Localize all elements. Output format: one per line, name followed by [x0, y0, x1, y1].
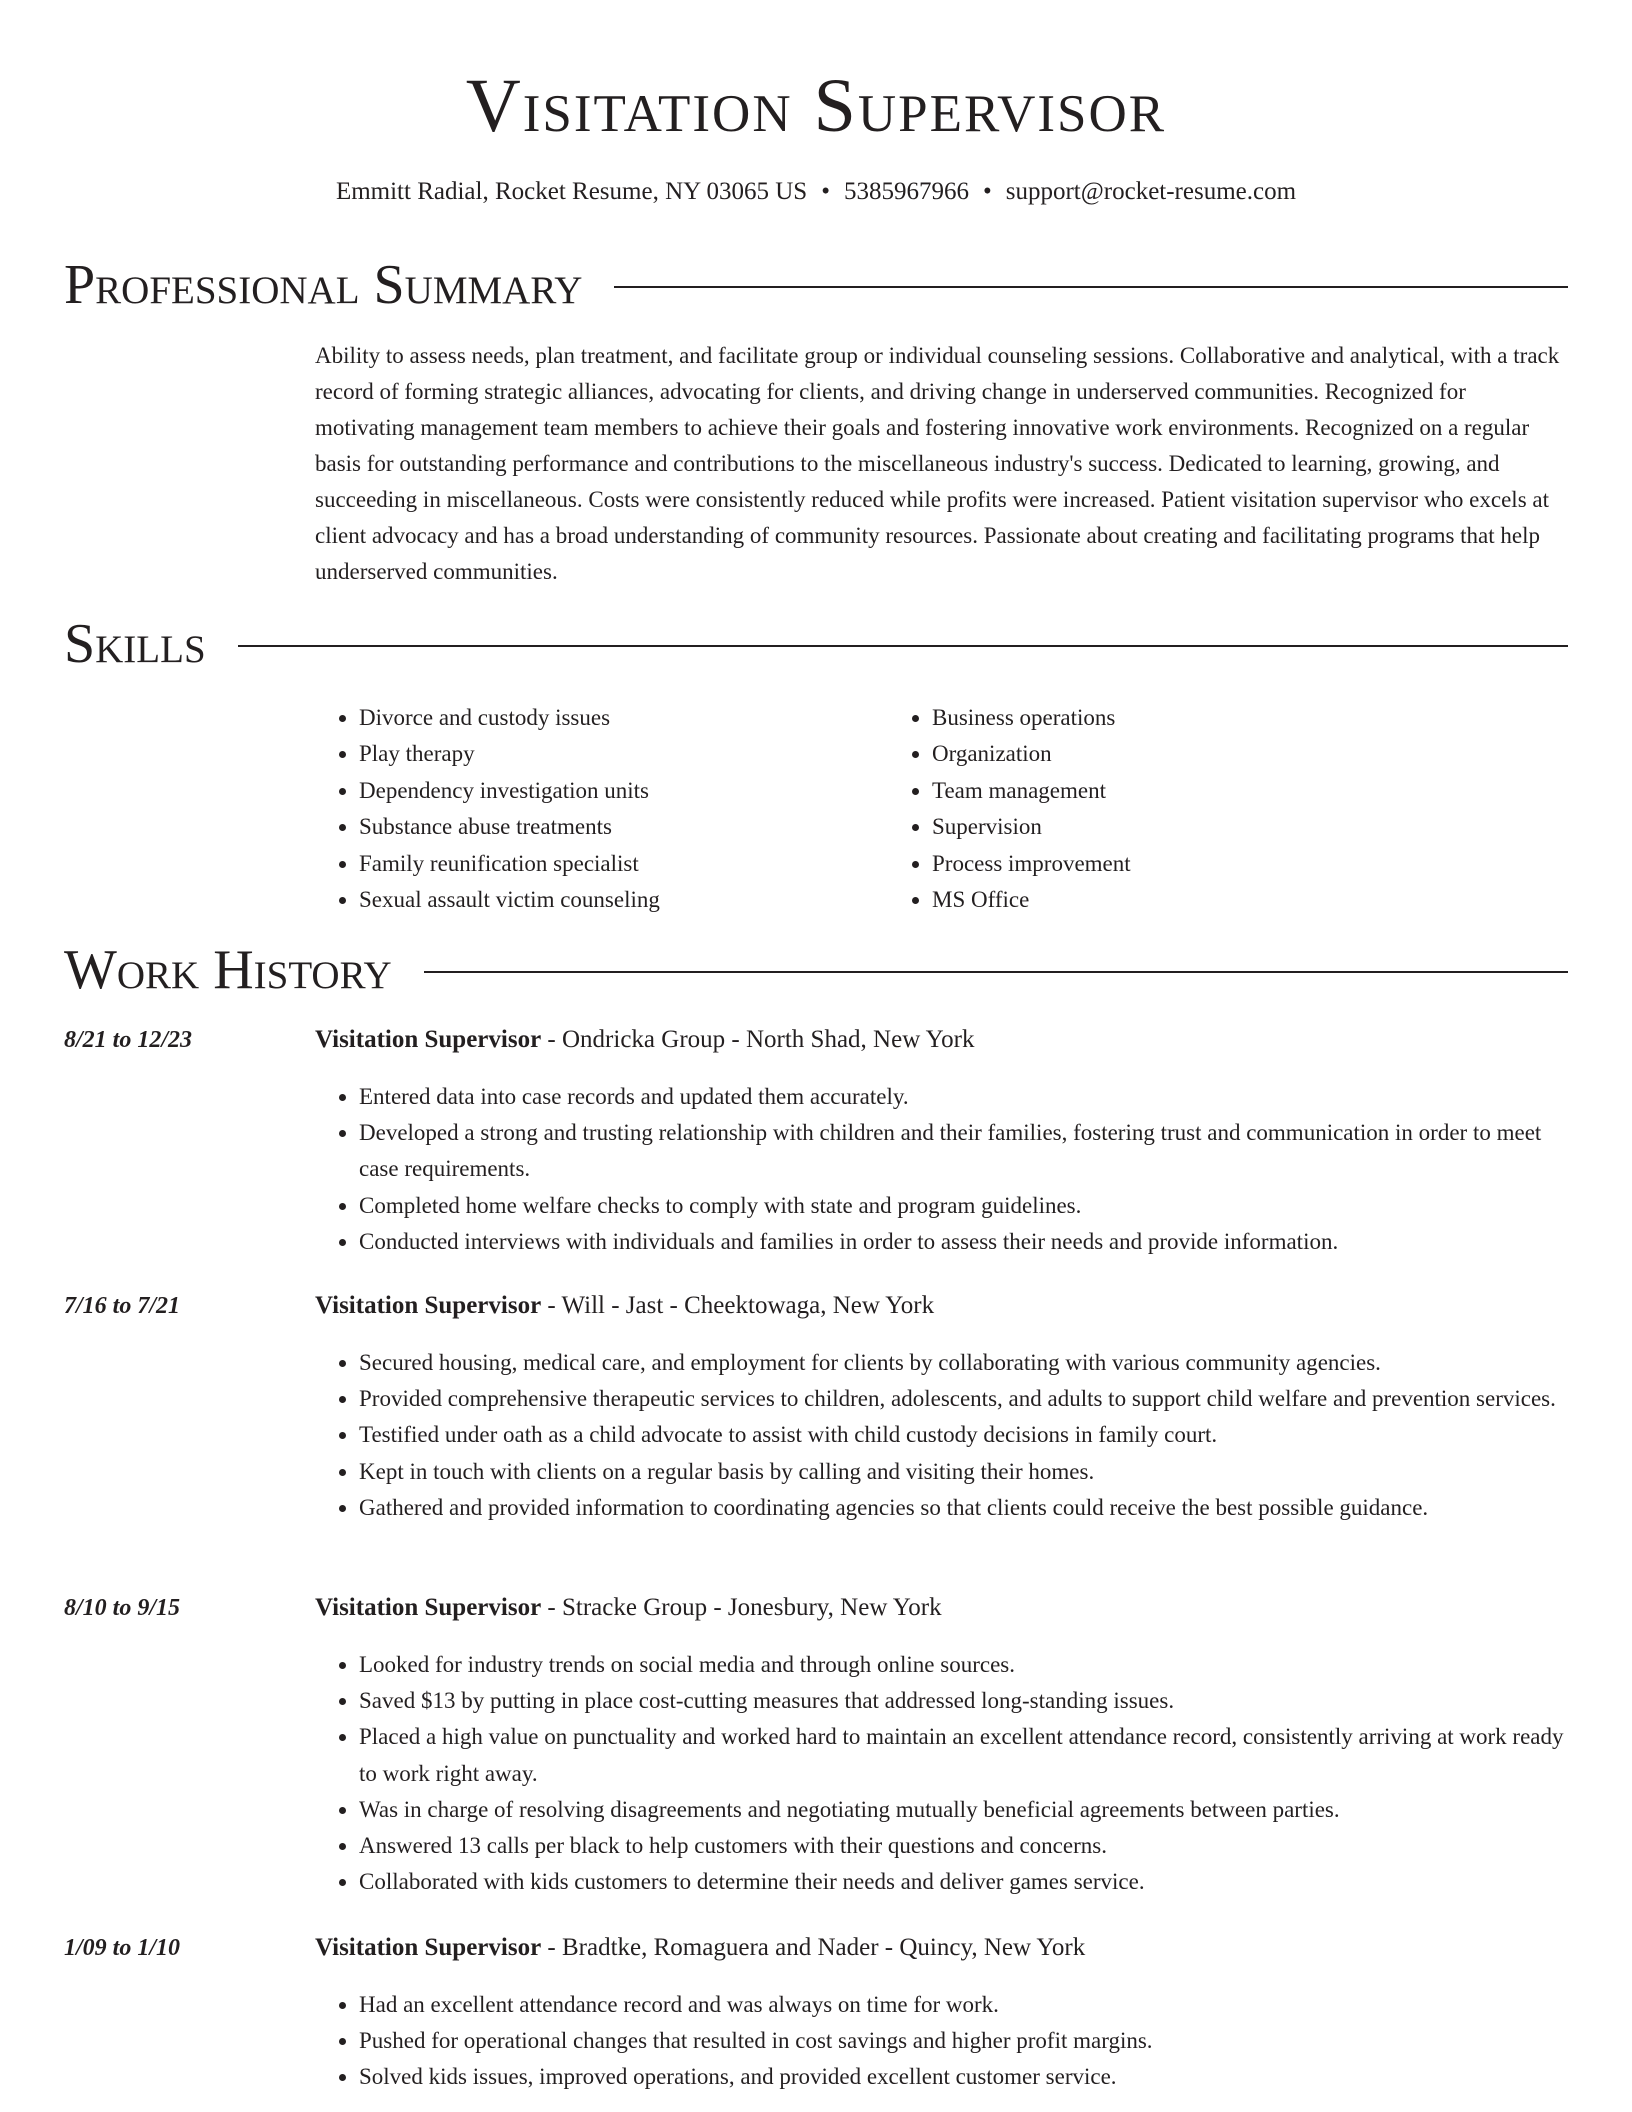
skill-item: • MS Office — [932, 882, 1568, 918]
job-dates: 7/16 to 7/21 — [64, 1293, 181, 1319]
job-employer: - Ondricka Group - North Shad, New York — [541, 1026, 975, 1053]
skills-section-title: Skills — [64, 613, 206, 675]
job-duty: • Provided comprehensive therapeutic services to children, adolescents, and adults to support child welfare and prevention services. — [359, 1381, 1568, 1417]
contact-line — [64, 175, 1568, 209]
job-duties — [315, 1079, 1568, 1260]
skill-item: • Divorce and custody issues — [359, 700, 888, 736]
job-employer: - Bradtke, Romaguera and Nader - Quincy, New York — [541, 1934, 1086, 1961]
job-duty: • Conducted interviews with individuals and families in order to assess their needs and provide information. — [359, 1224, 1568, 1260]
job-duty: • Was in charge of resolving disagreements and negotiating mutually beneficial agreements between parties. — [359, 1792, 1568, 1828]
skill-item: • Family reunification specialist — [359, 846, 888, 882]
skills-column-right — [888, 700, 1568, 918]
job-heading — [315, 1289, 1568, 1323]
skill-item: • Business operations — [932, 700, 1568, 736]
job-heading — [315, 1931, 1568, 1965]
skill-item: • Organization — [932, 736, 1568, 772]
job-duty: • Saved $13 by putting in place cost-cutting measures that addressed long-standing issues. — [359, 1683, 1568, 1719]
skills-list — [315, 700, 1568, 918]
job-duties — [315, 1647, 1568, 1900]
job-duty: • Completed home welfare checks to comply with state and program guidelines. — [359, 1188, 1568, 1224]
job-duty: • Solved kids issues, improved operations, and provided excellent customer service. — [359, 2059, 1568, 2095]
job-duty: • Gathered and provided information to coordinating agencies so that clients could receive the best possible guidance. — [359, 1490, 1568, 1526]
contact-separator: • — [982, 178, 992, 205]
job-duty: • Developed a strong and trusting relationship with children and their families, fostering trust and communication in order to meet case requirements. — [359, 1115, 1568, 1187]
section-divider — [424, 971, 1568, 973]
job-title: Visitation Supervisor — [315, 1292, 542, 1319]
skill-item: • Dependency investigation units — [359, 773, 888, 809]
job-title: Visitation Supervisor — [315, 1026, 542, 1053]
summary-section-header — [64, 253, 1568, 317]
summary-section-title: Professional Summary — [64, 254, 583, 316]
job-duty: • Testified under oath as a child advocate to assist with child custody decisions in family court. — [359, 1417, 1568, 1453]
skills-section-header — [64, 612, 1568, 676]
job-duty: • Kept in touch with clients on a regular basis by calling and visiting their homes. — [359, 1454, 1568, 1490]
contact-phone: 5385967966 — [843, 178, 969, 205]
job-duty: • Placed a high value on punctuality and worked hard to maintain an excellent attendance record, consistently arriving at work ready to work right away. — [359, 1719, 1568, 1791]
job-duties — [315, 1987, 1568, 2096]
section-divider — [614, 286, 1568, 288]
job-duty: • Entered data into case records and updated them accurately. — [359, 1079, 1568, 1115]
job-duty: • Answered 13 calls per black to help customers with their questions and concerns. — [359, 1828, 1568, 1864]
summary-text: Ability to assess needs, plan treatment, and facilitate group or individual counseling sessions. Collaborative and analytical, with a track record of forming strategic alliances, advocating for clients, and driving change in underserved communities. Recognized for motivating management team members to achieve their goals and fostering innovative work environments. Recognized on a regular basis for outstanding performance and contributions to the miscellaneous industry's success. Dedicated to learning, growing, and succeeding in miscellaneous. Costs were consistently reduced while profits were increased. Patient visitation supervisor who excels at client advocacy and has a broad understanding of community resources. Passionate about creating and facilitating programs that help underserved communities. — [315, 343, 1560, 584]
job-heading — [315, 1591, 1568, 1625]
section-divider — [238, 645, 1568, 647]
job-title: Visitation Supervisor — [315, 1934, 542, 1961]
skill-item: • Sexual assault victim counseling — [359, 882, 888, 918]
job-dates: 1/09 to 1/10 — [64, 1935, 181, 1961]
job-employer: - Will - Jast - Cheektowaga, New York — [541, 1292, 935, 1319]
job-dates: 8/10 to 9/15 — [64, 1595, 181, 1621]
skill-item: • Play therapy — [359, 736, 888, 772]
work-section-header — [64, 938, 1568, 1002]
job-title: Visitation Supervisor — [315, 1594, 542, 1621]
job-dates: 8/21 to 12/23 — [64, 1027, 193, 1053]
job-duty: • Secured housing, medical care, and employment for clients by collaborating with various community agencies. — [359, 1345, 1568, 1381]
skills-column-left — [315, 700, 888, 918]
skill-item: • Process improvement — [932, 846, 1568, 882]
resume-name: Visitation Supervisor — [465, 64, 1167, 148]
job-heading — [315, 1023, 1568, 1057]
contact-email: support@rocket-resume.com — [1005, 178, 1297, 205]
contact-address: Emmitt Radial, Rocket Resume, NY 03065 US — [335, 178, 808, 205]
job-duty: • Looked for industry trends on social media and through online sources. — [359, 1647, 1568, 1683]
skill-item: • Substance abuse treatments — [359, 809, 888, 845]
work-section-title: Work History — [64, 939, 392, 1001]
contact-separator: • — [821, 178, 830, 205]
job-duties — [315, 1345, 1568, 1526]
job-employer: - Stracke Group - Jonesbury, New York — [541, 1594, 942, 1621]
job-duty: • Collaborated with kids customers to determine their needs and deliver games service. — [359, 1864, 1568, 1900]
job-duty: • Had an excellent attendance record and was always on time for work. — [359, 1987, 1568, 2023]
skill-item: • Team management — [932, 773, 1568, 809]
skill-item: • Supervision — [932, 809, 1568, 845]
job-duty: • Pushed for operational changes that resulted in cost savings and higher profit margins. — [359, 2023, 1568, 2059]
